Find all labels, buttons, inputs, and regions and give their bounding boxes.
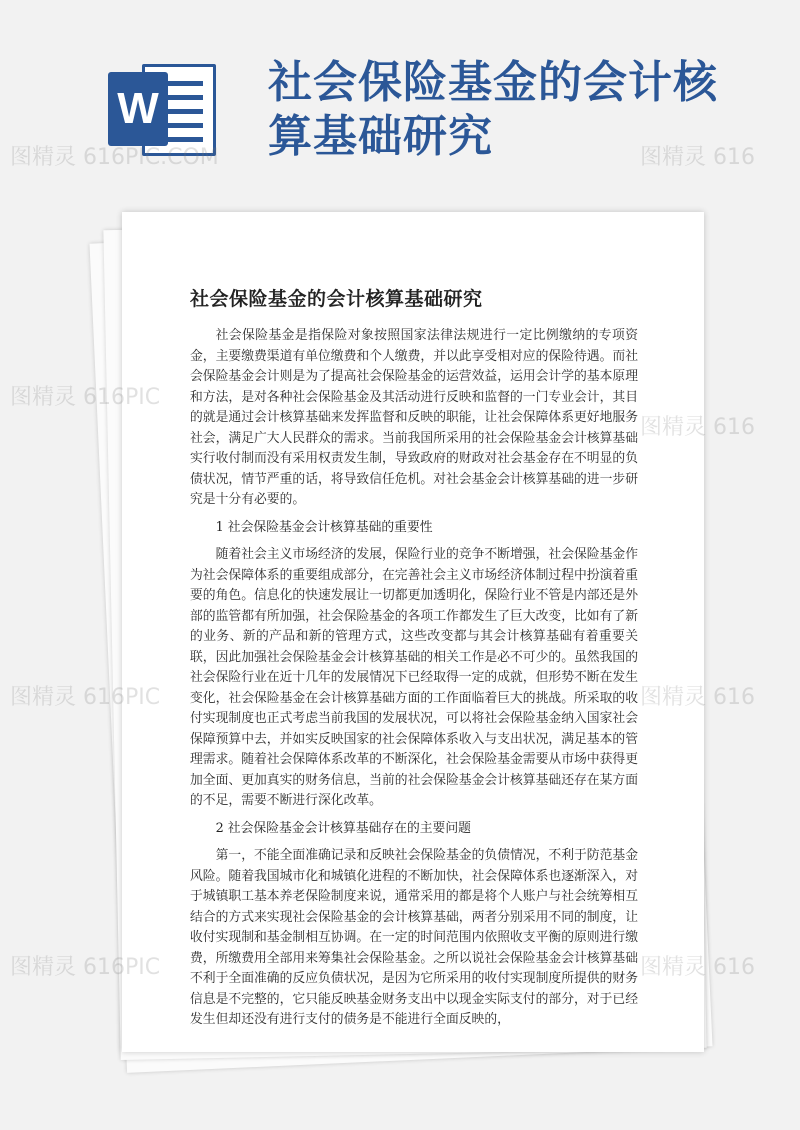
header-title: 社会保险基金的会计核算基础研究 — [268, 57, 718, 162]
watermark-logo: 图精灵 616 — [640, 955, 755, 980]
watermark-logo: 图精灵 616PIC — [10, 685, 161, 710]
section-2-heading: 2 社会保险基金会计核算基础存在的主要问题 — [215, 820, 471, 836]
word-letter-badge: W — [108, 72, 168, 146]
watermark-logo: 图精灵 616PIC — [10, 955, 161, 980]
intro-paragraph: 社会保险基金是指保险对象按照国家法律法规进行一定比例缴纳的专项资金，主要缴费渠道有单位缴费和个人缴费，并以此享受相对应的保险待遇。而社会保险基金会计则是为了提高社会保险基金的运营效益，运用会计学的基本原理和方法，是对各种社会保险基金及其活动进行反映和监督的一门专业会计，其目的就是通过会计核算基础来发挥监督和反映的职能，让社会保障体系更好地服务社会，满足广大人民群众的需求。当前我国所采用的社会保险基金会计核算基础实行收付制而没有采用权责发生制，导致政府的财政对社会基金存在不明显的负债状况，情节严重的话，将导致信任危机。对社会基金会计核算基础的进一步研究是十分有必要的。 — [190, 328, 638, 507]
section-1-paragraph: 随着社会主义市场经济的发展，保险行业的竞争不断增强，社会保险基金作为社会保障体系的重要组成部分，在完善社会主义市场经济体制过程中扮演着重要的角色。信息化的快速发展让一切都更加透明化，保险行业不管是内部还是外部的监管都有所加强，社会保险基金的各项工作都发生了巨大改变，比如有了新的业务、新的产品和新的管理方式，这些改变都与其会计核算基础有着重要关联，因此加强社会保险基金会计核算基础的相关工作是必不可少的。虽然我国的社会保险行业在近十几年的发展情况下已经取得一定的成就，但形势不断在发生变化，社会保险基金在会计核算基础方面的工作面临着巨大的挑战。所采取的收付实现制度也正式考虑当前我国的发展状况，可以将社会保险基金纳入国家社会保障预算中去，并如实反映国家的社会保障体系收入与支出状况，满足基本的管理需求。随着社会保障体系改革的不断深化，社会保险基金需要从市场中获得更加全面、更加真实的财务信息，当前的社会保险基金会计核算基础还存在某方面的不足，需要不断进行深化改革。 — [190, 547, 638, 808]
document-page — [122, 212, 704, 1052]
document-body — [190, 326, 638, 1031]
watermark-logo: 图精灵 616 — [640, 415, 755, 440]
section-2-paragraph: 第一，不能全面准确记录和反映社会保险基金的负债情况，不利于防范基金风险。随着我国城市化和城镇化进程的不断加快，社会保障体系也逐渐深入，对于城镇职工基本养老保险制度来说，通常采用的都是将个人账户与社会统筹相互结合的方式来实现社会保险基金的会计核算基础，两者分别采用不同的制度，让收付实现制和基金制相互协调。在一定的时间范围内依照收支平衡的原则进行缴费，所缴费用全部用来筹集社会保险基金。之所以说社会保险基金会计核算基础不利于全面准确的反应负债状况，是因为它所采用的收付实现制度所提供的财务信息是不完整的，它只能反映基金财务支出中以现金实际支付的部分，对于已经发生但却还没有进行支付的债务是不能进行全面反映的， — [190, 848, 638, 1027]
section-1-heading: 1 社会保险基金会计核算基础的重要性 — [215, 519, 433, 535]
document-title: 社会保险基金的会计核算基础研究 — [190, 288, 483, 310]
watermark-logo: 图精灵 616PIC — [10, 385, 161, 410]
watermark-logo: 图精灵 616PIC.COM — [10, 145, 219, 170]
watermark-logo: 图精灵 616 — [640, 145, 755, 170]
watermark-logo: 图精灵 616 — [640, 685, 755, 710]
